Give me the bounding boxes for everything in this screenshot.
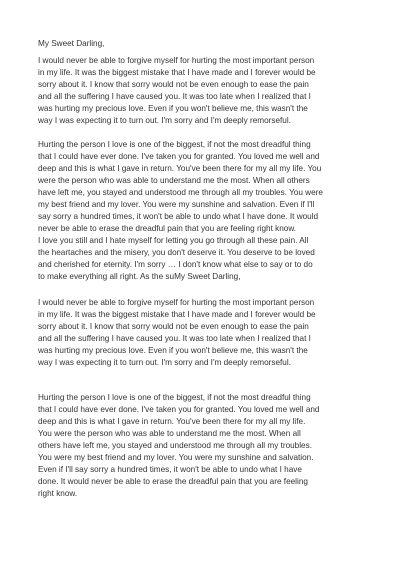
paragraph-3: I love you still and I hate myself for letting you go through all these pain. All the heartaches and the misery, you don't deserve it. You deserve to be loved and cherished for eternity. I'm sorry … I don't know what else to say or to do to make everything all right. As the suMy Sweet Darling,	[38, 236, 315, 281]
paragraph-5: Hurting the person I love is one of the biggest, if not the most dreadful thing that I could have ever done. I've taken you for granted. You loved me well and deep and this is what I gave in return. You've been there for my all my life. You were the person who was able to understand me the most. When all others have left me, you stayed and understood me through all my troubles. You were my best friend and my lover. You were my sunshine and salvation. Even if I'll say sorry a hundred times, it won't be able to undo what I have done. It would never be able to erase the dreadful pain that you are feeling right know.	[38, 393, 320, 498]
salutation: My Sweet Darling,	[38, 39, 105, 48]
paragraph-4: I would never be able to forgive myself for hurting the most important person in my life. It was the biggest mistake that I have made and I forever would be sorry about it. I know that sorry would not be even enough to ease the pain and all the suffering I have caused you. It was too late when I realized that I was hurting my precious love. Even if you won't believe me, this wasn't the way I was expecting it to turn out. I'm sorry and I'm deeply remorseful.	[38, 298, 316, 367]
paragraph-1: I would never be able to forgive myself for hurting the most important person in my life. It was the biggest mistake that I have made and I forever would be sorry about it. I know that sorry would not be even enough to ease the pain and all the suffering I have caused you. It was too late when I realized that I was hurting my precious love. Even if you won't believe me, this wasn't the way I was expecting it to turn out. I'm sorry and I'm deeply remorseful.	[38, 56, 316, 125]
paragraph-2: Hurting the person I love is one of the biggest, if not the most dreadful thing that I could have ever done. I've taken you for granted. You loved me well and deep and this is what I gave in return. You've been there for my all my life. You were the person who was able to understand me the most. When all others have left me, you stayed and understood me through all my troubles. You were my best friend and my lover. You were my sunshine and salvation. Even if I'll say sorry a hundred times, it won't be able to undo what I have done. It would never be able to erase the dreadful pain that you are feeling right know.	[38, 140, 323, 233]
